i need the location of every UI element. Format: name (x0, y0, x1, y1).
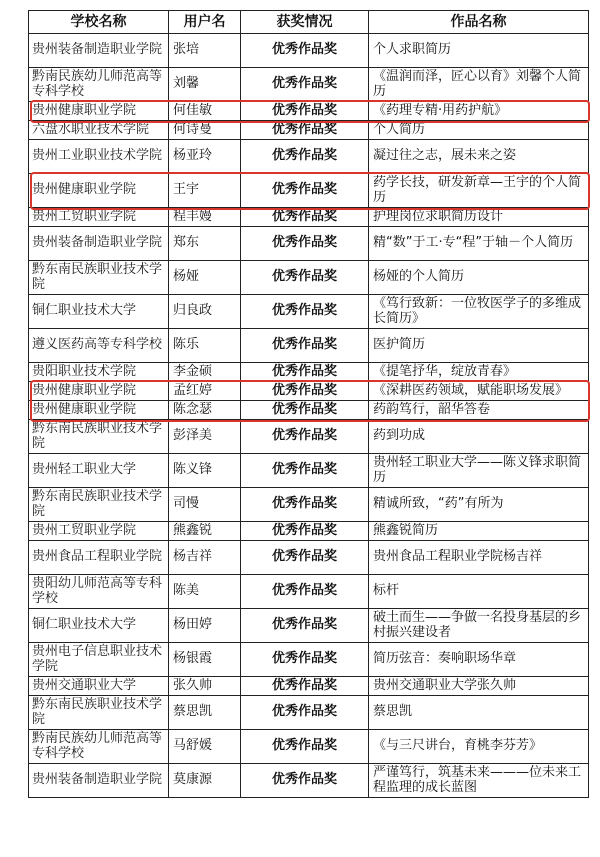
user-cell: 孟红婷 (169, 382, 241, 401)
school-cell: 贵州装备制造职业学院 (29, 764, 169, 798)
user-cell: 陈义锋 (169, 454, 241, 488)
award-cell: 优秀作品奖 (241, 382, 369, 401)
work-cell: 标杆 (369, 575, 589, 609)
school-cell: 贵州健康职业学院 (29, 102, 169, 121)
user-cell: 陈念瑟 (169, 401, 241, 420)
award-cell: 优秀作品奖 (241, 329, 369, 363)
user-cell: 杨田婷 (169, 609, 241, 643)
table-row (29, 454, 589, 488)
table-row (29, 764, 589, 798)
school-cell: 贵州轻工职业大学 (29, 454, 169, 488)
table-row (29, 140, 589, 174)
header-school: 学校名称 (29, 11, 169, 34)
work-cell: 药韵笃行，韶华答卷 (369, 401, 589, 420)
table-row (29, 541, 589, 575)
work-cell: 个人求职简历 (369, 34, 589, 68)
user-cell: 杨吉祥 (169, 541, 241, 575)
award-cell: 优秀作品奖 (241, 295, 369, 329)
school-cell: 黔南民族幼儿师范高等专科学校 (29, 730, 169, 764)
user-cell: 李金硕 (169, 363, 241, 382)
school-cell: 黔东南民族职业技术学院 (29, 420, 169, 454)
work-cell: 药学长技，研发新章—王宇的个人简历 (369, 174, 589, 208)
work-cell: 精诚所致，“药”有所为 (369, 488, 589, 522)
school-cell: 贵州食品工程职业学院 (29, 541, 169, 575)
award-cell: 优秀作品奖 (241, 363, 369, 382)
work-cell: 《提笔抒华，绽放青春》 (369, 363, 589, 382)
award-table-container (28, 10, 588, 798)
school-cell: 贵州装备制造职业学院 (29, 34, 169, 68)
work-cell: 《笃行致新：一位牧医学子的多维成长简历》 (369, 295, 589, 329)
award-cell: 优秀作品奖 (241, 102, 369, 121)
user-cell: 杨银霞 (169, 643, 241, 677)
header-award: 获奖情况 (241, 11, 369, 34)
work-cell: 贵州轻工职业大学——陈义锋求职简历 (369, 454, 589, 488)
user-cell: 王宇 (169, 174, 241, 208)
award-cell: 优秀作品奖 (241, 261, 369, 295)
award-cell: 优秀作品奖 (241, 609, 369, 643)
user-cell: 陈美 (169, 575, 241, 609)
user-cell: 蔡思凯 (169, 696, 241, 730)
table-row (29, 295, 589, 329)
work-cell: 杨娅的个人简历 (369, 261, 589, 295)
table-row (29, 174, 589, 208)
award-cell: 优秀作品奖 (241, 174, 369, 208)
user-cell: 程丰嫚 (169, 208, 241, 227)
table-row (29, 34, 589, 68)
work-cell: 贵州食品工程职业学院杨吉祥 (369, 541, 589, 575)
school-cell: 贵州工贸职业学院 (29, 522, 169, 541)
work-cell: 药到功成 (369, 420, 589, 454)
award-cell: 优秀作品奖 (241, 34, 369, 68)
work-cell: 《药理专精·用药护航》 (369, 102, 589, 121)
award-cell: 优秀作品奖 (241, 140, 369, 174)
school-cell: 铜仁职业技术大学 (29, 609, 169, 643)
award-cell: 优秀作品奖 (241, 227, 369, 261)
table-row (29, 696, 589, 730)
award-cell: 优秀作品奖 (241, 488, 369, 522)
award-cell: 优秀作品奖 (241, 522, 369, 541)
table-row (29, 121, 589, 140)
user-cell: 马舒媛 (169, 730, 241, 764)
award-cell: 优秀作品奖 (241, 677, 369, 696)
table-row (29, 102, 589, 121)
award-cell: 优秀作品奖 (241, 730, 369, 764)
table-row (29, 227, 589, 261)
table-row (29, 522, 589, 541)
school-cell: 六盘水职业技术学院 (29, 121, 169, 140)
table-row (29, 68, 589, 102)
user-cell: 杨娅 (169, 261, 241, 295)
school-cell: 贵州电子信息职业技术学院 (29, 643, 169, 677)
work-cell: 医护简历 (369, 329, 589, 363)
table-row (29, 363, 589, 382)
table-row (29, 488, 589, 522)
work-cell: 破土而生——争做一名投身基层的乡村振兴建设者 (369, 609, 589, 643)
user-cell: 司慢 (169, 488, 241, 522)
award-cell: 优秀作品奖 (241, 208, 369, 227)
work-cell: 护理岗位求职简历设计 (369, 208, 589, 227)
award-cell: 优秀作品奖 (241, 764, 369, 798)
user-cell: 归良政 (169, 295, 241, 329)
school-cell: 贵州工业职业技术学院 (29, 140, 169, 174)
table-header-row (29, 11, 589, 34)
table-row (29, 677, 589, 696)
work-cell: 《温润而泽，匠心以育》刘馨个人简历 (369, 68, 589, 102)
work-cell: 蔡思凯 (369, 696, 589, 730)
school-cell: 黔东南民族职业技术学院 (29, 696, 169, 730)
school-cell: 贵州装备制造职业学院 (29, 227, 169, 261)
table-row (29, 261, 589, 295)
user-cell: 陈乐 (169, 329, 241, 363)
work-cell: 个人简历 (369, 121, 589, 140)
header-user: 用户名 (169, 11, 241, 34)
award-cell: 优秀作品奖 (241, 420, 369, 454)
award-cell: 优秀作品奖 (241, 121, 369, 140)
award-cell: 优秀作品奖 (241, 401, 369, 420)
school-cell: 贵阳职业技术学院 (29, 363, 169, 382)
award-cell: 优秀作品奖 (241, 575, 369, 609)
award-cell: 优秀作品奖 (241, 643, 369, 677)
user-cell: 熊鑫锐 (169, 522, 241, 541)
work-cell: 简历弦音：奏响职场华章 (369, 643, 589, 677)
user-cell: 何佳敏 (169, 102, 241, 121)
school-cell: 铜仁职业技术大学 (29, 295, 169, 329)
work-cell: 《与三尺讲台，育桃李芬芳》 (369, 730, 589, 764)
user-cell: 张培 (169, 34, 241, 68)
award-cell: 优秀作品奖 (241, 541, 369, 575)
table-row (29, 382, 589, 401)
user-cell: 何诗曼 (169, 121, 241, 140)
award-cell: 优秀作品奖 (241, 454, 369, 488)
header-work: 作品名称 (369, 11, 589, 34)
school-cell: 遵义医药高等专科学校 (29, 329, 169, 363)
award-cell: 优秀作品奖 (241, 68, 369, 102)
school-cell: 黔东南民族职业技术学院 (29, 488, 169, 522)
user-cell: 莫康源 (169, 764, 241, 798)
user-cell: 张久帅 (169, 677, 241, 696)
table-row (29, 329, 589, 363)
school-cell: 黔东南民族职业技术学院 (29, 261, 169, 295)
user-cell: 郑东 (169, 227, 241, 261)
table-row (29, 575, 589, 609)
school-cell: 贵阳幼儿师范高等专科学校 (29, 575, 169, 609)
work-cell: 《深耕医药领域，赋能职场发展》 (369, 382, 589, 401)
work-cell: 熊鑫锐简历 (369, 522, 589, 541)
school-cell: 黔南民族幼儿师范高等专科学校 (29, 68, 169, 102)
table-row (29, 420, 589, 454)
school-cell: 贵州健康职业学院 (29, 382, 169, 401)
table-row (29, 730, 589, 764)
user-cell: 刘馨 (169, 68, 241, 102)
school-cell: 贵州工贸职业学院 (29, 208, 169, 227)
school-cell: 贵州健康职业学院 (29, 174, 169, 208)
award-cell: 优秀作品奖 (241, 696, 369, 730)
table-row (29, 208, 589, 227)
table-row (29, 401, 589, 420)
user-cell: 杨亚玲 (169, 140, 241, 174)
school-cell: 贵州交通职业大学 (29, 677, 169, 696)
table-row (29, 643, 589, 677)
work-cell: 精“数”于工·专“程”于轴－个人简历 (369, 227, 589, 261)
work-cell: 凝过往之志，展未来之姿 (369, 140, 589, 174)
award-table (28, 10, 589, 798)
user-cell: 彭泽美 (169, 420, 241, 454)
school-cell: 贵州健康职业学院 (29, 401, 169, 420)
table-row (29, 609, 589, 643)
work-cell: 贵州交通职业大学张久帅 (369, 677, 589, 696)
work-cell: 严谨笃行，筑基未来———位未来工程监理的成长蓝图 (369, 764, 589, 798)
